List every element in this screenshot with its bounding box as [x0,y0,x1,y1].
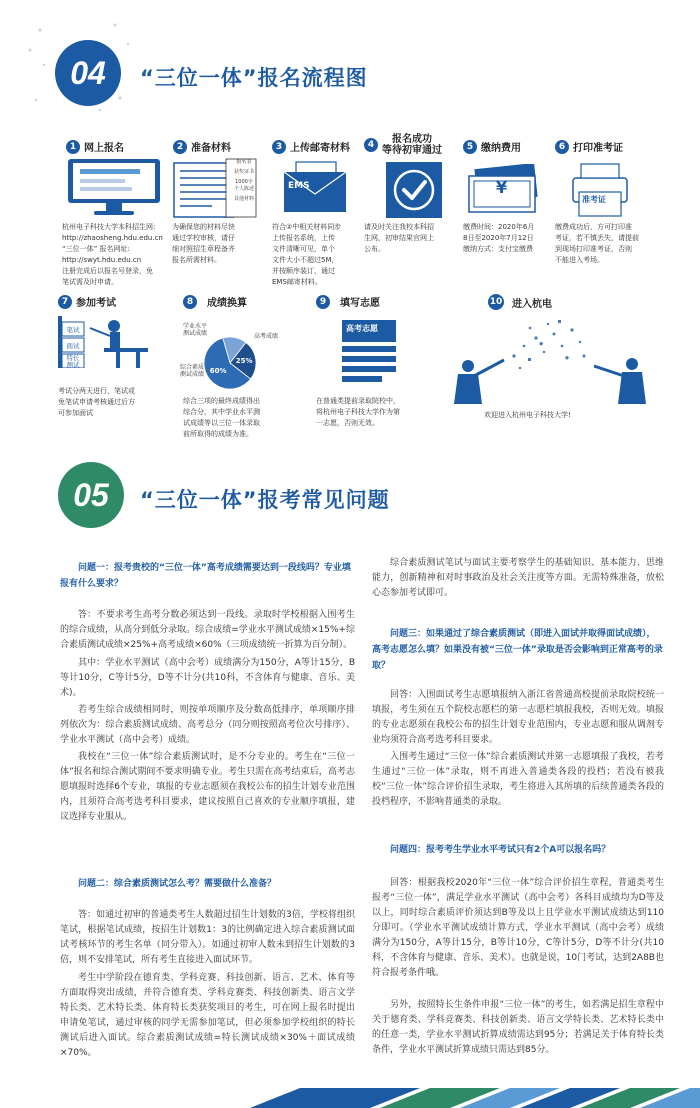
step-8-header [183,294,247,309]
pie-label-gaokao: 高考成绩 [254,333,279,340]
question-2-title: 问题二：综合素质测试怎么考？需要做什么准备？ [78,879,277,889]
step-3-header [272,139,350,154]
celebration-icon [444,316,654,408]
exam-label: 面试 [66,342,80,350]
step-number: 3 [272,140,286,154]
step-2-description: 为确保您的材料尽快 通过学校审核，请仔 细对照招生章程备齐 报名所需材料。 [172,223,235,264]
question-1-title: 问题一：报考贵校的“三位一体”高考成绩需要达到一段线吗？专业填报有什么要求？ [60,563,351,589]
printer-icon [565,160,635,218]
step-1-header [66,139,124,154]
doc-label: 1000字 个人陈述 [233,179,254,192]
step-7-description: 考试分两天进行，笔试或 免笔试申请考核通过后方 可参加面试 [58,387,135,417]
q4-answer-p1: 回答：根据我校2020年“三位一体”综合评价招生章程，普通类考生报考“三位一体”，满足学业水平测试（高中会考）各科目成绩均为D等及以上，同时综合素质评价须达到B等及以上且学业水平测试成绩达到110分即可。（学业水平测试成绩计算方式，学业水平测试（高中会考）成绩满分为150分，A等计15分，B等计10分，C等计5分，D等不计分(共10科，不含体育与健康、音乐、美术）。也就是说，10门考试，达到2A8B也符合报考条件哦。 [372,878,664,978]
doc-label-list [229,159,259,203]
step-4-description: 请及时关注我校本科招 生网，初审结果官网上 公布。 [364,223,434,253]
q2-answer-continued: 综合素质测试笔试与面试主要考察学生的基础知识、基本能力、思维能力，创新精神和对时事政治及社会关注度等方面。无需特殊准备，放松心态参加考试即可。 [372,558,664,598]
doc-label: 其他材料 [233,196,254,202]
step-2-header [173,139,231,154]
checkmark-icon [384,162,444,218]
step-title: 缴纳费用 [481,143,521,154]
step-9-header [316,294,380,309]
step-number: 1 [66,140,80,154]
step-title: 报名成功 等待初审通过 [382,134,442,156]
doc-label: 报名表 [236,159,252,165]
pie-value-label: 60% [209,367,227,376]
envelope-label: EMS [288,181,310,191]
step-6-description: 缴费成功后，方可打印准 考证，若不慎丢失，请提前 到现场打印准考证，否则 不能进入考场。 [555,223,639,264]
q3-answer-p1: 回答：入围面试考生志愿填报纳入浙江省普通高校提前录取院校统一填报，考生须在五个院校志愿栏的第一志愿栏填报我校，否则无效。填报的专业志愿须在我校公布的招生计划专业范围内，专业志愿和服从调剂专业均须符合高考选考科目要求。 [372,690,664,745]
q3-answer-p2: 入围考生通过“三位一体”综合素质测试并第一志愿填报了我校，若考生通过“三位一体”录取，则不再进入普通类各段的投档；若没有被我校“三位一体”综合评价招生录取，考生将进入其所填的后续普通类各段的投档程序，不影响普通类的录取。 [372,752,664,807]
section-05-title: “三位一体”报考常见问题 [140,488,390,512]
section-05-badge: 05 [58,462,124,528]
step-5-header [463,139,521,154]
step-7-header [58,294,116,309]
q1-answer-p2: 其中：学业水平测试（高中会考）成绩满分为150分，A等计15分，B等计10分，C等计5分，D等不计分(共10科，不含体育与健康、音乐、美术)。 [60,658,355,698]
step-6-header [555,139,623,154]
step-title: 网上报名 [84,143,124,154]
computer-icon [64,157,164,217]
exam-label: 笔试 [66,326,80,334]
step-number: 9 [316,295,330,309]
q1-answer-p1: 答：不要求考生高考分数必须达到一段线。录取时学校根据入围考生的综合成绩，从高分到低分录取。综合成绩=学业水平测试成绩×15%+综合素质测试成绩×25%+高考成绩×60%（三项成绩统一折算为百分制）。 [60,610,355,650]
q2-answer-p1: 答：如通过初审的普通类考生人数超过招生计划数的3倍，学校将组织笔试，根据笔试成绩，按招生计划数1：3的比例确定进入综合素质测试面试考核环节的考生名单（同分带入）。如通过初审人数未到招生计划数的3倍，则不安排笔试，所有考生直接进入面试环节。 [60,910,355,965]
exam-label: 特长 测试 [66,354,80,369]
step-8-description: 综合三项的最终成绩得出 综合分，其中学业水平测 试成绩等以三位一体录取 前所取得的成绩为准。 [183,397,260,438]
step-title: 准备材料 [191,143,231,154]
section-04-badge: 04 [55,40,121,106]
step-number: 5 [463,140,477,154]
pie-value-label: 25% [235,357,253,366]
ticket-label: 准考证 [582,195,606,204]
step-number: 7 [58,295,72,309]
q2-answer-p2: 考生中学阶段在德育类、学科竞赛、科技创新、语言、艺术、体育等方面取得突出成绩，并符合德育类、学科竞赛类、科技创新类、语言文学特长类、艺术特长类、体育特长类获奖项目的考生，可在网上报名时提出申请免笔试，通过审核的同学无需参加笔试，但必须参加学校组织的特长测试后进入面试。综合素质测试成绩=特长测试成绩×30%＋面试成绩×70%。 [60,973,355,1058]
bottom-stripe-decoration [0,1088,700,1108]
step-10-header [488,294,552,310]
step-number: 4 [364,138,378,152]
volunteer-sign-label: 高考志愿 [346,324,378,333]
section-04-title: “三位一体”报名流程图 [140,66,368,90]
step-number: 10 [488,294,504,310]
step-title: 进入杭电 [512,298,552,310]
step-1-description: 杭州电子科技大学本科招生网: http://zhaosheng.hdu.edu.cn “三位一体” 报名网址: http://swyt.hdu.edu.cn 注册完成后以报名号登录，免 笔试需及时申请。 [62,223,163,286]
step-5-description: 缴费时间：2020年6月 8日至2020年7月12日 缴纳方式：支付宝缴费 [463,223,535,253]
step-title: 参加考试 [76,298,116,309]
q1-answer-p3: 若考生综合成绩相同时，则按单项顺序及分数高低排序，单项顺序排列依次为：综合素质测试成绩、高考总分（同分则按照高考位次号排序）、学业水平测试（高中会考）成绩。 [60,705,355,745]
step-number: 2 [173,140,187,154]
q4-answer-p2: 另外，按照特长生条件申报“三位一体”的考生，如若满足招生章程中关于德育类、学科竞赛类、科技创新类、语言文学特长类、艺术特长类中的任意一类，学业水平测试折算成绩需达到95分；若满足关于体育特长类条件，学业水平测试折算成绩只需达到85分。 [372,1000,664,1055]
doc-label: 获奖证书 [233,169,254,175]
step-number: 6 [555,140,569,154]
step-3-description: 符合②中相关材料同步 上传报名系统，上传 文件清晰可见，单个 文件大小不超过5M， 并按顺序装订，通过 EMS邮寄材料。 [272,223,342,286]
step-4-header [364,134,442,156]
step-title: 上传邮寄材料 [290,143,350,154]
question-3-title: 问题三：如果通过了综合素质测试（即进入面试并取得面试成绩），高考志愿怎么填？如果没有被“三位一体”录取是否会影响到正常高考的录取？ [372,629,663,671]
step-9-description: 在普通类提前录取院校中， 将杭州电子科技大学作为第 一志愿，否则无效。 [316,397,400,427]
currency-symbol: ¥ [496,178,508,197]
step-title: 打印准考证 [573,143,623,154]
pie-label-academic: 学业水平 测试成绩 [183,323,208,337]
pie-label-comprehensive: 综合素质 测试成绩 [180,364,205,378]
question-4-title: 问题四：报考考生学业水平考试只有2个A可以报名吗？ [390,845,611,855]
exam-label-list [62,323,84,369]
step-title: 填写志愿 [340,298,380,309]
q1-answer-p4: 我校在“三位一体”综合素质测试时，是不分专业的。考生在“三位一体”报名和综合测试期间不要求明确专业。考生只需在高考结束后，高考志愿填报时选择6个专业，填报的专业志愿须在我校公布的招生计划专业范围内，且须符合高考选考科目要求，建议按照自己喜欢的专业顺序填报，建议选择专业服从。 [60,752,355,822]
section-04-header [0,0,700,130]
step-10-description: 欢迎进入杭州电子科技大学! [484,411,571,419]
step-title: 成绩换算 [207,298,247,309]
step-number: 8 [183,295,197,309]
